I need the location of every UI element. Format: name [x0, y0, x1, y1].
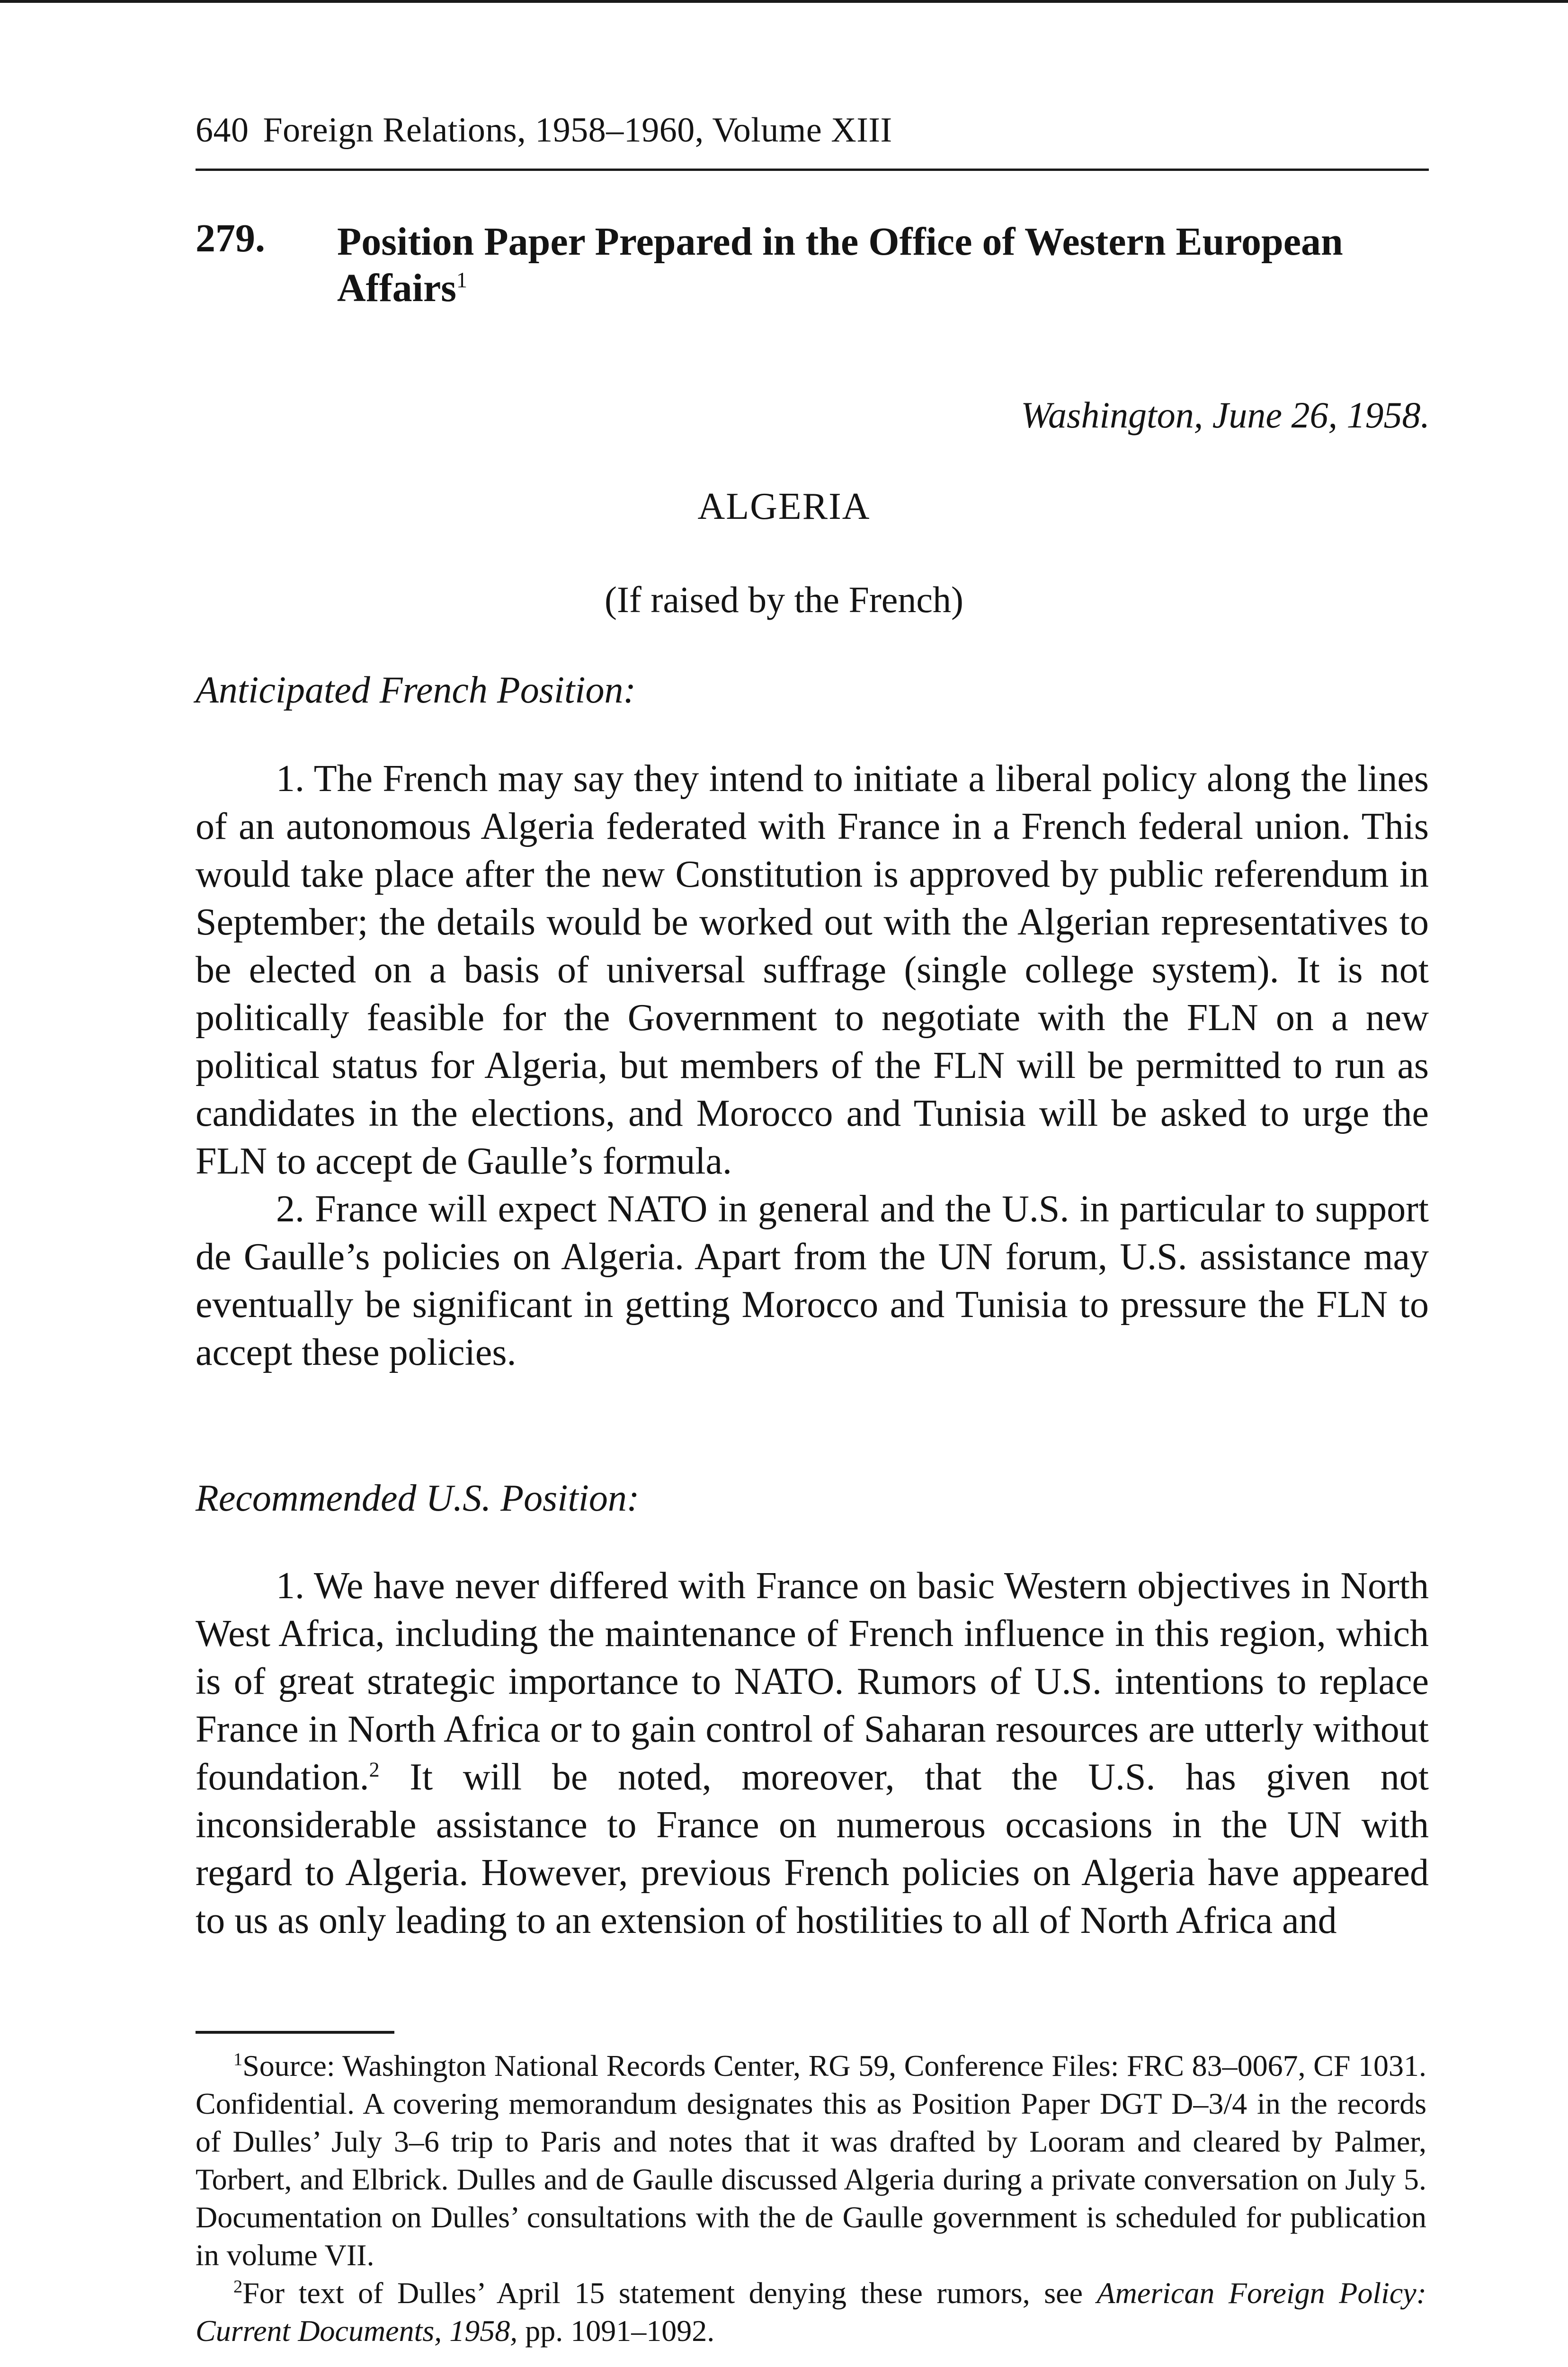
french-position-paragraph-1: 1. The French may say they intend to initiate a liberal policy along the lines of an autonomous Algeria federated with France in a French federal union. This would take place after the new Constitution is approved by public referendum in September; the details would be worked out with the Algerian representatives to be elected on a basis of universal suffrage (single college system). It is not politically feasible for the Government to negotiate with the FLN on a new political status for Algeria, but members of the FLN will be permitted to run as candidates in the elections, and Morocco and Tunisia will be asked to urge the FLN to accept de Gaulle’s formula.	[196, 758, 1429, 1182]
running-head	[196, 113, 892, 148]
footnote-2-pages: pp. 1091–1092.	[517, 2314, 715, 2348]
footnote-ref-1: 1	[456, 268, 468, 292]
footnote-2	[196, 2274, 1426, 2350]
us-position-text-b: It will be noted, moreover, that the U.S. has given not inconsiderable assistance to France on numerous occasions in the UN with regard to Algeria. However, previous French policies on Algeria have appeared to us as only leading to an extension of hostilities to all of North Africa and	[196, 1756, 1429, 1941]
page-number: 640	[196, 111, 249, 150]
french-position-paragraph-2: 2. France will expect NATO in general and the U.S. in particular to support de Gaulle’s policies on Algeria. Apart from the UN forum, U.S. assistance may eventually be significant in getting Morocco and Tunisia to pressure the FLN to accept these policies.	[196, 1188, 1429, 1373]
us-position-text-a: 1. We have never differed with France on basic Western objectives in North West Africa, including the maintenance of French influence in this region, which is of great strategic importance to NATO. Rumors of U.S. intentions to replace France in North Africa or to gain control of Saharan resources are utterly without foundation.	[196, 1565, 1429, 1798]
footnote-1	[196, 2047, 1426, 2274]
page-top-edge	[0, 0, 1568, 3]
document-title-text: Position Paper Prepared in the Office of Western European Affairs	[337, 220, 1343, 310]
footnote-rule	[196, 2031, 394, 2034]
french-position-body	[196, 755, 1429, 1377]
footnote-1-text: Source: Washington National Records Center, RG 59, Conference Files: FRC 83–0067, CF 1031. Confidential. A covering memorandum designates this as Position Paper DGT D–3/4 in the records of Dulles’ July 3–6 trip to Paris and notes that it was drafted by Looram and cleared by Palmer, Torbert, and Elbrick. Dulles and de Gaulle discussed Algeria during a private conversation on July 5. Documentation on Dulles’ consultations with the de Gaulle government is scheduled for publication in volume VII.	[196, 2049, 1426, 2272]
us-position-paragraph-1	[196, 1562, 1429, 1945]
footnotes	[196, 2047, 1426, 2350]
heading-anticipated-french-position: Anticipated French Position:	[196, 669, 636, 711]
document-title	[337, 219, 1440, 311]
document-number: 279.	[196, 216, 265, 260]
heading-recommended-us-position: Recommended U.S. Position:	[196, 1477, 640, 1519]
footnote-1-marker: 1	[233, 2049, 243, 2070]
volume-title: Foreign Relations, 1958–1960, Volume XIII	[263, 111, 892, 150]
subject-heading: ALGERIA	[697, 486, 871, 527]
subject-qualifier: (If raised by the French)	[604, 579, 964, 620]
us-position-body	[196, 1562, 1429, 1945]
dateline: Washington, June 26, 1958.	[1021, 394, 1430, 436]
footnote-ref-2: 2	[369, 1758, 380, 1781]
footnote-2-text: For text of Dulles’ April 15 statement denying these rumors, see	[242, 2276, 1097, 2310]
footnote-2-marker: 2	[233, 2277, 243, 2297]
footnote-2-title: American Foreign Policy: Current Documents, 1958,	[196, 2276, 1427, 2348]
header-rule	[196, 169, 1429, 171]
